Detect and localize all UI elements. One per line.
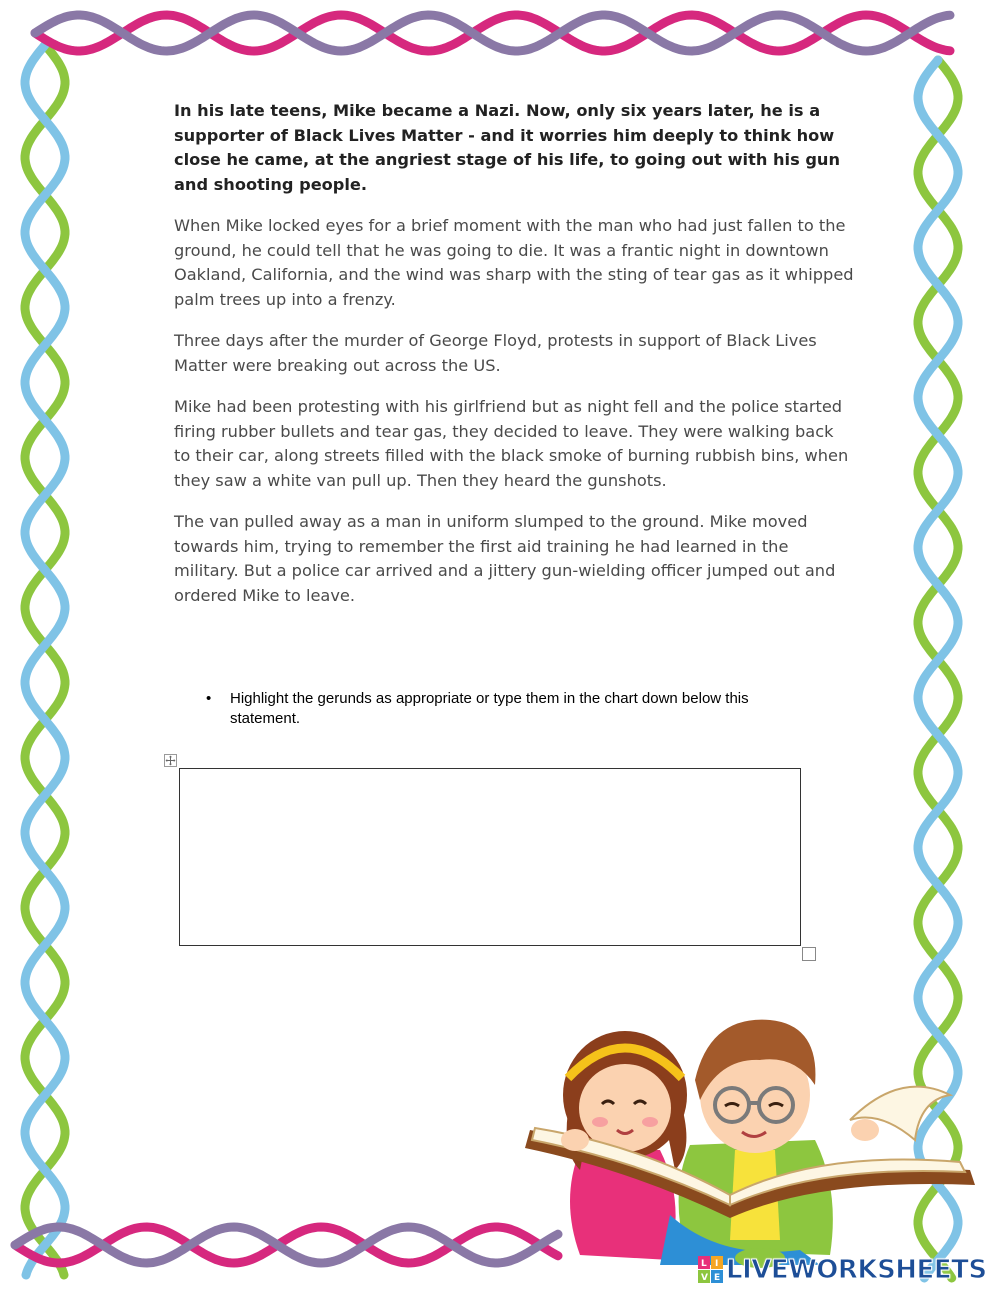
left-border-strand-b [25, 45, 65, 1275]
instruction-text: Highlight the gerunds as appropriate or type them in the chart down below this statement. [230, 690, 749, 727]
left-border-strand-a [25, 45, 65, 1275]
children-reading-book-illustration [520, 1000, 990, 1270]
liveworksheets-wordmark: LIVEWORKSHEETS [726, 1255, 987, 1285]
bullet-icon: • [206, 690, 212, 707]
article-paragraph: Mike had been protesting with his girlfriend but as night fell and the police started firing rubber bullets and tear gas, they decided to leave. They were walking back to their car, along streets filled with the black smoke of burning rubbish bins, when they saw a white van pull up. Then they heard the gunshots. [174, 397, 849, 490]
article-paragraph: Three days after the murder of George Floyd, protests in support of Black Lives Matter were breaking out across the US. [174, 331, 817, 375]
logo-letter-l: L [701, 1259, 707, 1269]
top-border-strand-a [35, 15, 950, 51]
bottom-border-strand-b [15, 1227, 558, 1263]
article-paragraph: When Mike locked eyes for a brief moment with the man who had just fallen to the ground, he could tell that he was going to die. It was a frantic night in downtown Oakland, California, and the wind was sharp with the sting of tear gas as it whipped palm trees up into a frenzy. [174, 216, 854, 309]
article-paragraph: The van pulled away as a man in uniform slumped to the ground. Mike moved towards him, trying to remember the first aid training he had learned in the military. But a police car arrived and a jittery gun-wielding officer jumped out and ordered Mike to leave. [174, 512, 836, 605]
instruction-item [206, 689, 796, 729]
gerund-answer-box[interactable] [179, 768, 801, 946]
top-border-strand-b [35, 15, 950, 51]
bottom-border-strand-a [15, 1227, 558, 1263]
article-lead-paragraph: In his late teens, Mike became a Nazi. Now, only six years later, he is a supporter of Black Lives Matter - and it worries him deeply to think how close he came, at the angriest stage of his life, to going out with his gun and shooting people. [174, 101, 840, 194]
logo-letter-e: E [714, 1273, 721, 1283]
liveworksheets-brand [698, 1253, 987, 1287]
logo-letter-v: V [701, 1273, 708, 1283]
article-text [174, 99, 854, 625]
liveworksheets-logo-icon [698, 1256, 724, 1284]
resize-handle-icon[interactable] [802, 947, 816, 961]
logo-letter-i: I [715, 1259, 719, 1269]
move-handle-icon[interactable] [164, 754, 177, 767]
